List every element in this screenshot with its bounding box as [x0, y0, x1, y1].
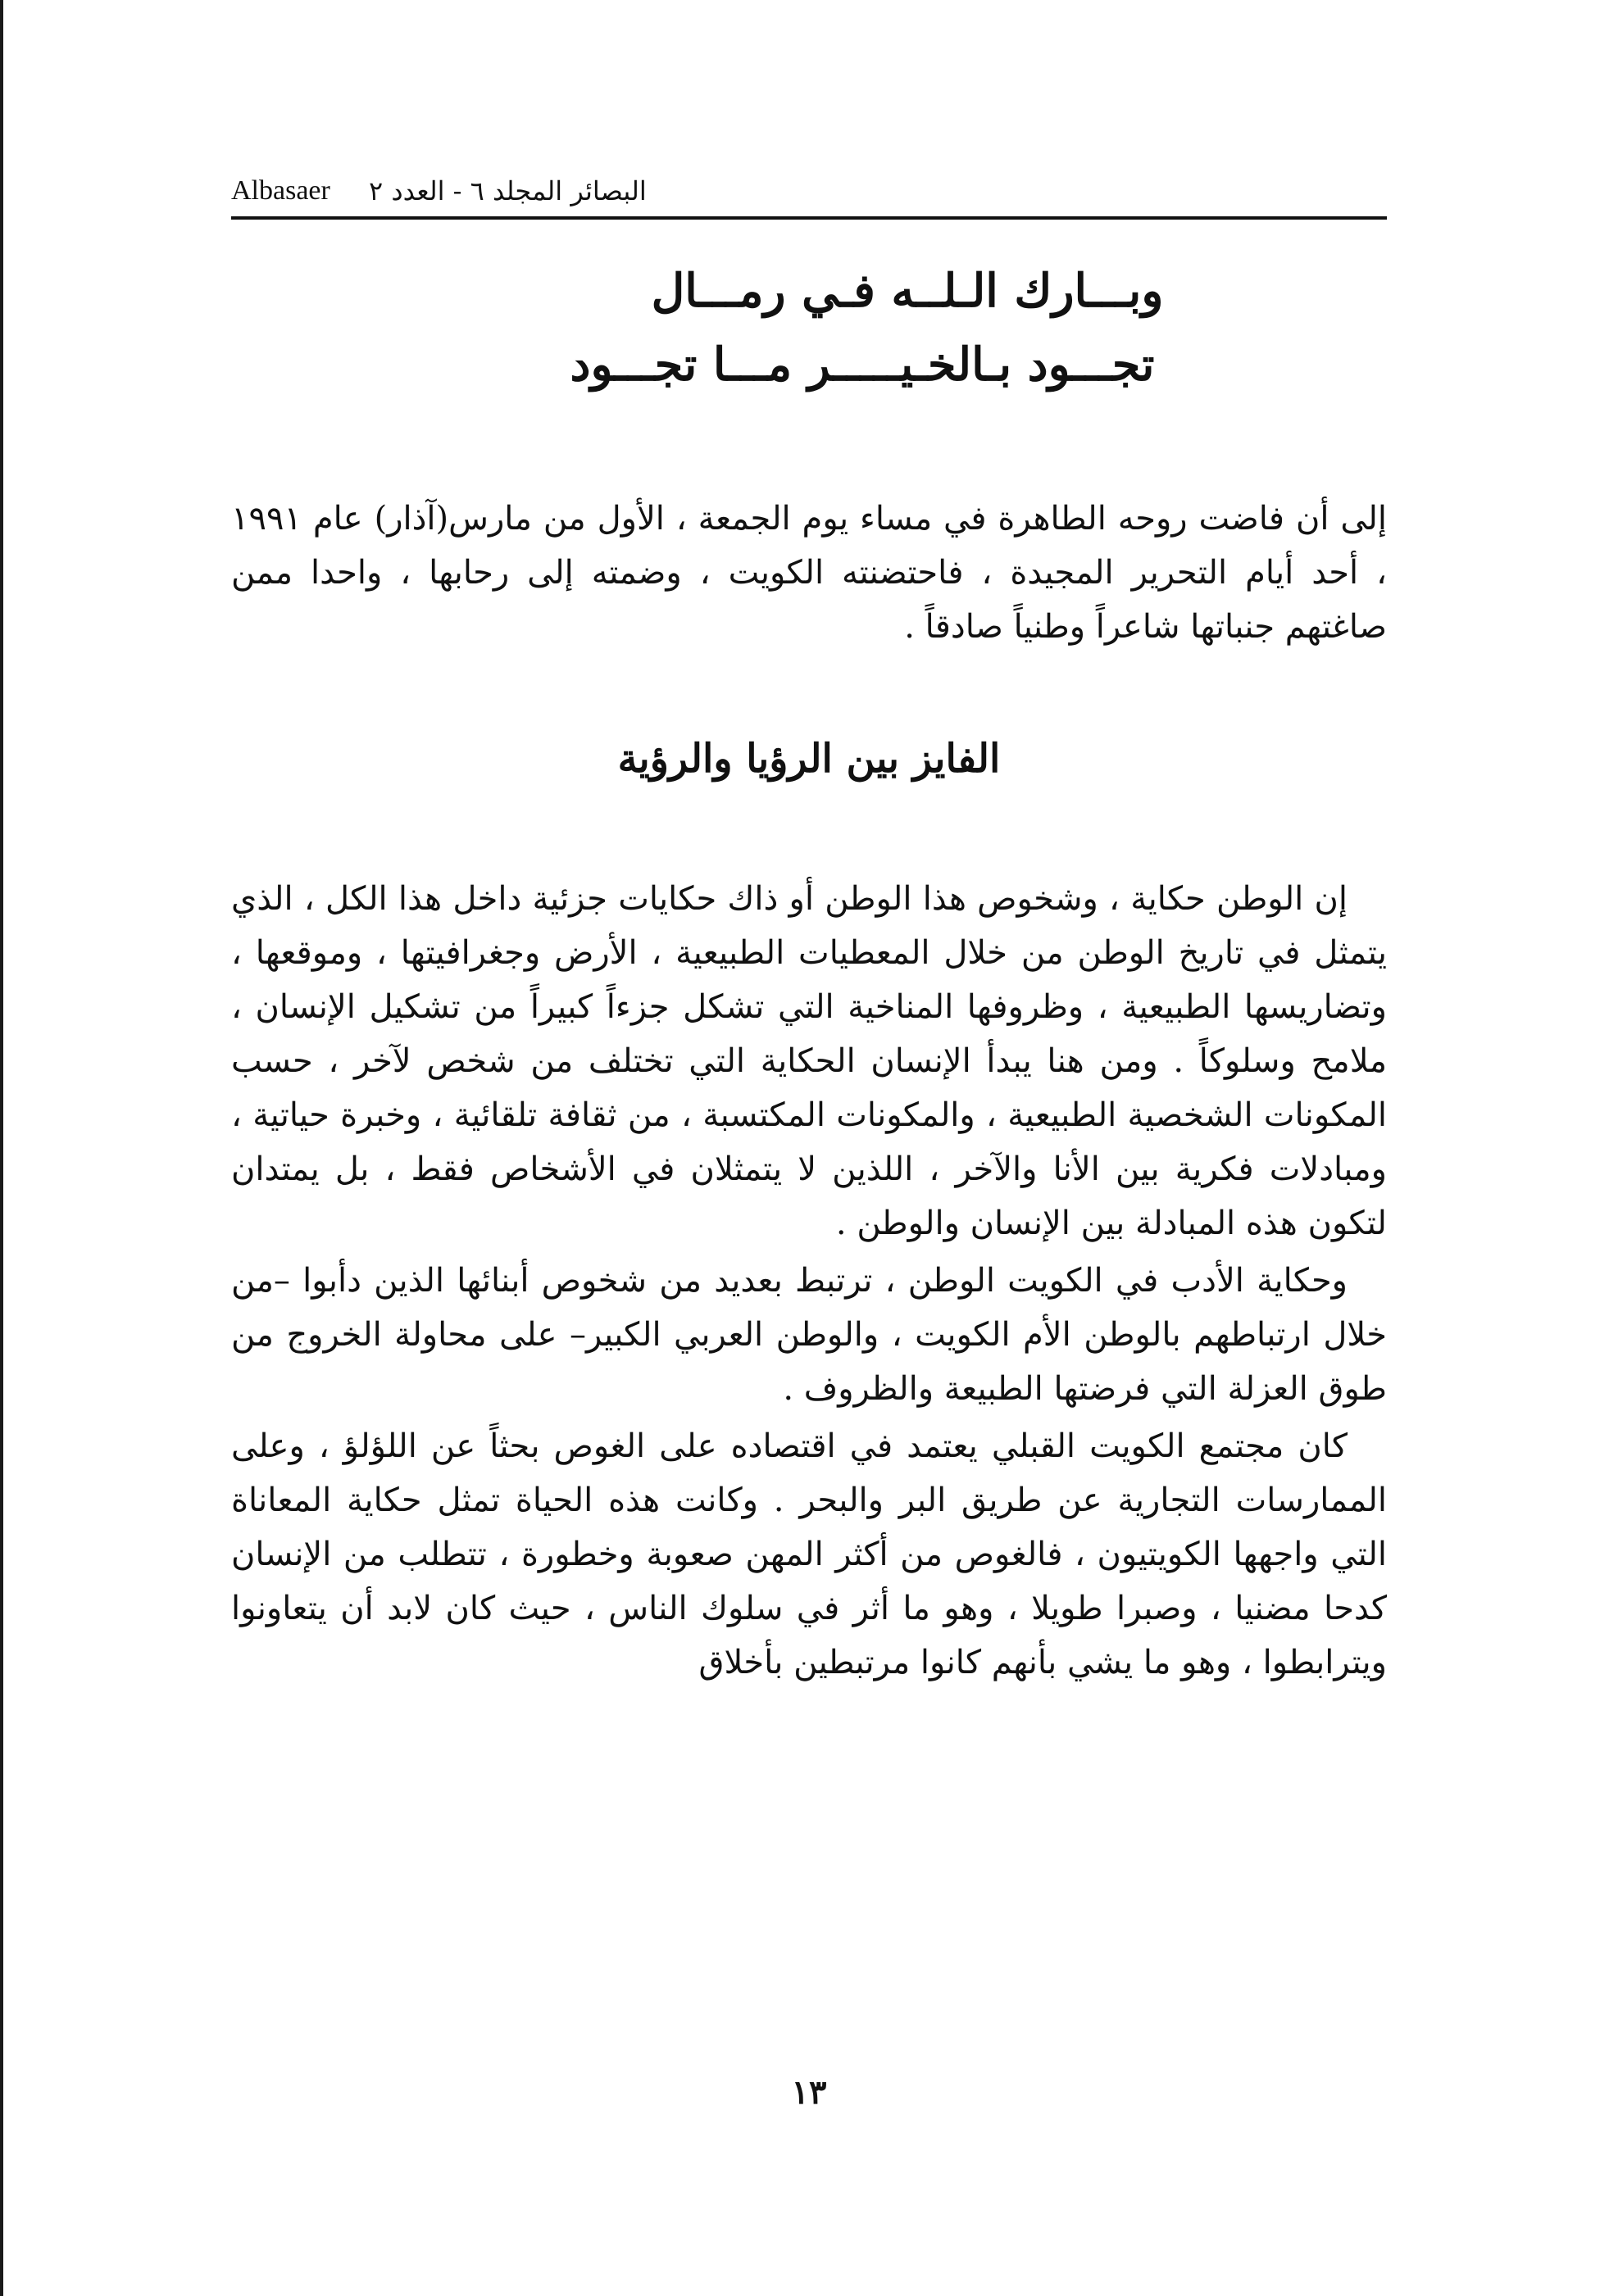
header-rule — [231, 216, 1387, 220]
journal-name-latin: Albasaer — [231, 175, 330, 206]
body-paragraph-2: وحكاية الأدب في الكويت الوطن ، ترتبط بعديد من شخوص أبنائها الذين دأبوا –من خلال ارتباطهم بالوطن الأم الكويت ، والوطن العربي الكبير– على محاولة الخروج من طوق العزلة التي فرضتها الطبيعة والظروف . — [231, 1262, 1387, 1408]
verse-line-1: وبـــارك الـلــه فـي رمـــال — [651, 264, 1164, 318]
intro-paragraph: إلى أن فاضت روحه الطاهرة في مساء يوم الجمعة ، الأول من مارس(آذار) عام ١٩٩١ ، أحد أيام التحرير المجيدة ، فاحتضنته الكويت ، وضمته إلى رحابها ، واحدا ممن صاغتهم جنباتها شاعراً وطنياً صادقاً . — [231, 500, 1388, 646]
page-number: ١٣ — [791, 2073, 827, 2112]
document-page — [231, 164, 1387, 1690]
body-paragraph-1: إن الوطن حكاية ، وشخوص هذا الوطن أو ذاك حكايات جزئية داخل هذا الكل ، الذي يتمثل في تاريخ الوطن من خلال المعطيات الطبيعية ، الأرض وجغرافيتها ، وموقعها ، وتضاريسها الطبيعية ، وظروفها المناخية التي تشكل جزءاً كبيراً من تشكيل الإنسان ، ملامح وسلوكاً . ومن هنا يبدأ الإنسان الحكاية التي تختلف من شخص لآخر ، حسب المكونات الشخصية الطبيعية ، والمكونات المكتسبة ، من ثقافة تلقائية ، وخبرة حياتية ، ومبادلات فكرية بين الأنا والآخر ، اللذين لا يتمثلان في الأشخاص فقط ، بل يمتدان لتكون هذه المبادلة بين الإنسان والوطن . — [231, 880, 1387, 1242]
poem-verse — [231, 254, 1387, 402]
body-paragraph-3: كان مجتمع الكويت القبلي يعتمد في اقتصاده على الغوص بحثاً عن اللؤلؤ ، وعلى الممارسات التجارية عن طريق البر والبحر . وكانت هذه الحياة تمثل حكاية المعاناة التي واجهها الكويتيون ، فالغوص من أكثر المهن صعوبة وخطورة ، تتطلب من الإنسان كدحا مضنيا ، وصبرا طويلا ، وهو ما أثر في سلوك الناس ، حيث كان لابد أن يتعاونوا ويترابطوا ، وهو ما يشي بأنهم كانوا مرتبطين بأخلاق — [231, 1427, 1387, 1681]
section-heading: الفايز بين الرؤيا والرؤية — [617, 736, 1001, 782]
running-head — [231, 164, 1387, 213]
scan-edge — [0, 0, 3, 2296]
verse-line-2: تجـــود بـالخـيـــــر مـــا تجـــود — [570, 338, 1155, 392]
journal-volume-issue: البصائر المجلد ٦ - العدد ٢ — [369, 175, 647, 206]
